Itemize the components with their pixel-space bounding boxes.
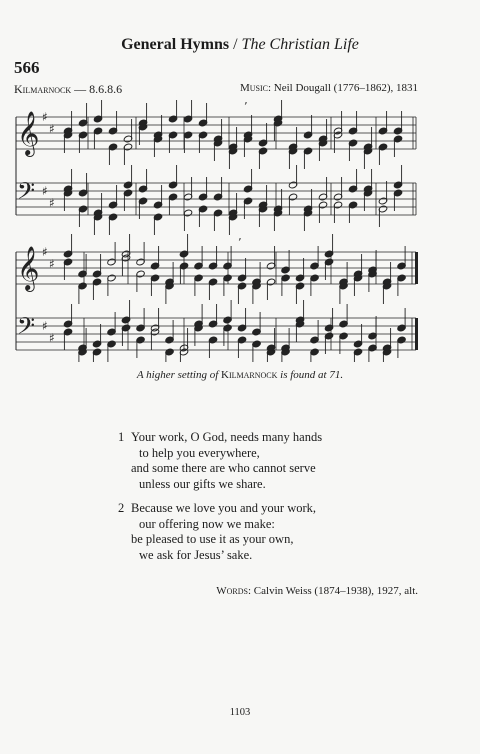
words-credit xyxy=(216,585,418,597)
music-credit xyxy=(240,82,418,94)
title-separator: / xyxy=(229,36,242,53)
treble-clef: 𝄞 xyxy=(17,111,40,155)
music-label: Music xyxy=(239,82,268,94)
stanza-number: 2 xyxy=(118,501,125,515)
stanza-line xyxy=(118,430,322,446)
stanza-line: we ask for Jesus’ sake. xyxy=(139,547,253,562)
words-label: Words xyxy=(216,585,248,597)
breath-mark: ’ xyxy=(244,100,248,113)
sharp-sign: ♯ xyxy=(42,245,48,259)
alt-note-text-before: A higher setting of xyxy=(136,369,222,381)
stanza-line-text: Because we love you and your work, xyxy=(131,501,317,515)
stanza-line: be pleased to use it as your own, xyxy=(131,532,294,546)
composer: : Neil Dougall (1776–1862), 1831 xyxy=(267,82,418,94)
sharp-sign: ♯ xyxy=(49,331,55,345)
breath-mark: ’ xyxy=(238,236,242,249)
sharp-sign: ♯ xyxy=(42,319,48,333)
bass-clef: 𝄢 xyxy=(17,177,36,210)
stanza-1 xyxy=(118,430,322,492)
sharp-sign: ♯ xyxy=(49,122,55,136)
tune-name: Kilmarnock xyxy=(14,82,72,96)
final-bar xyxy=(415,318,418,350)
section-title: General Hymns xyxy=(121,36,230,53)
alternate-setting-note xyxy=(0,369,480,381)
stanza-line: unless our gifts we share. xyxy=(139,476,266,491)
subsection-title: The Christian Life xyxy=(241,36,359,53)
hymn-text xyxy=(118,430,322,572)
stanza-number: 1 xyxy=(118,430,125,444)
alt-note-tune: Kilmarnock xyxy=(221,369,278,381)
stanza-line: our offering now we make: xyxy=(139,516,275,531)
stanza-line xyxy=(118,501,322,517)
sharp-sign: ♯ xyxy=(42,184,48,198)
sharp-sign: ♯ xyxy=(49,196,55,210)
stanza-line-text: Your work, O God, needs many hands xyxy=(131,430,323,444)
meter: — 8.6.8.6 xyxy=(71,82,123,96)
author: : Calvin Weiss (1874–1938), 1927, alt. xyxy=(247,585,418,597)
tune-meter-line xyxy=(14,82,122,97)
bass-clef: 𝄢 xyxy=(17,312,36,345)
stanza-line: to help you everywhere, xyxy=(139,445,260,460)
stanza-line: and some there are who cannot serve xyxy=(131,461,316,475)
hymn-number: 566 xyxy=(14,58,40,77)
alt-note-text-after: is found at 71. xyxy=(277,369,344,381)
treble-clef: 𝄞 xyxy=(17,246,40,290)
music-score xyxy=(0,100,480,362)
page-title xyxy=(0,36,480,54)
sharp-sign: ♯ xyxy=(42,110,48,124)
final-bar xyxy=(415,252,418,284)
page-number: 1103 xyxy=(229,707,251,718)
stanza-2 xyxy=(118,501,322,563)
sharp-sign: ♯ xyxy=(49,257,55,271)
